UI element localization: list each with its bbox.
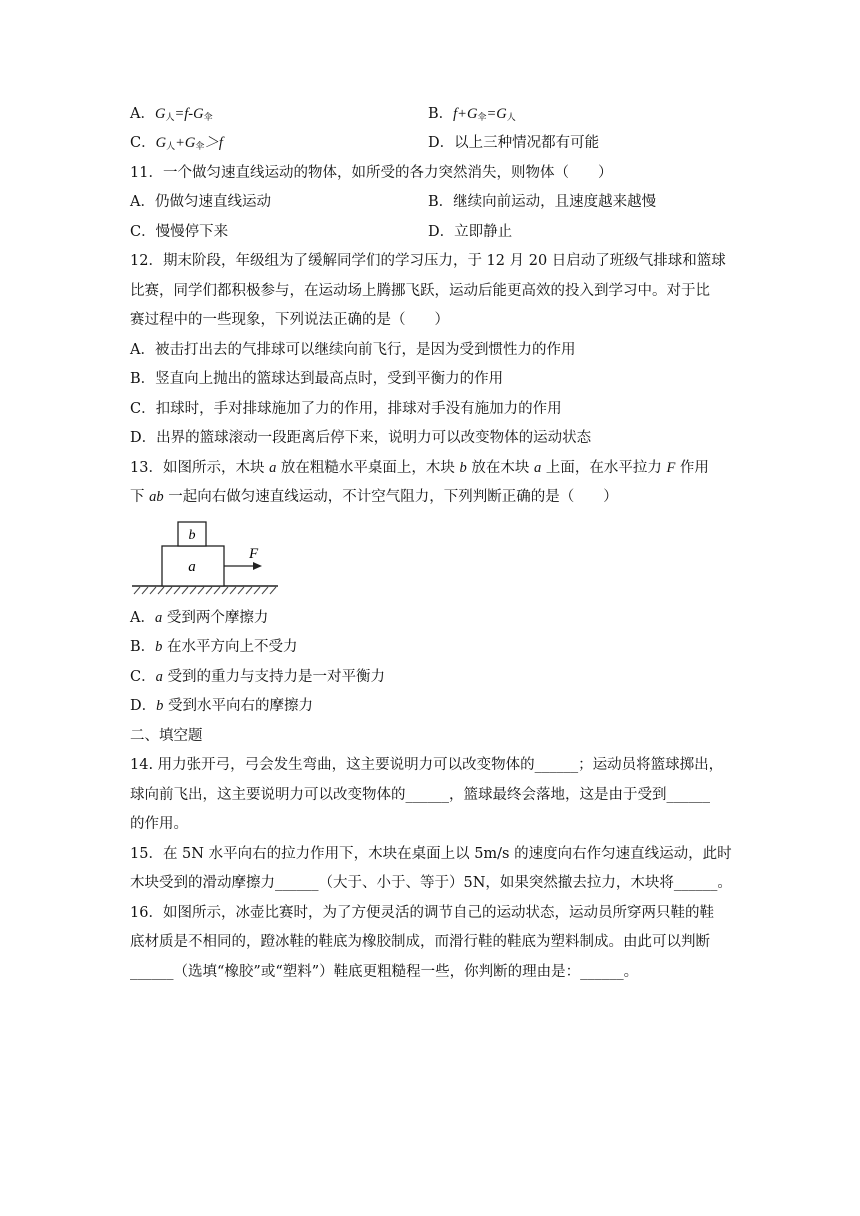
q13-option-a (130, 608, 268, 628)
option-var: a (155, 669, 163, 685)
option-var: b (156, 698, 164, 714)
option-text: 受到两个摩擦力 (162, 610, 269, 626)
q10-option-b (428, 104, 516, 128)
q11-option-a: A．仍做匀速直线运动 (130, 194, 271, 210)
var-a: a (534, 460, 542, 476)
q14-line3: 的作用。 (130, 816, 188, 832)
q12-option-c: C．扣球时，手对排球施加了力的作用，排球对手没有施加力的作用 (130, 401, 562, 417)
stem-text: 作用 (675, 460, 709, 476)
option-label: D． (130, 698, 157, 714)
stem-text: 放在木块 (466, 460, 534, 476)
option-text: 受到水平向右的摩擦力 (163, 698, 313, 714)
var-ab: ab (149, 489, 164, 505)
formula-sub: 伞 (477, 113, 487, 123)
block-a-label: a (188, 559, 196, 575)
formula-part: =f-G (174, 106, 204, 122)
q15-line1: 15．在 5N 水平向右的拉力作用下，木块在桌面上以 5m/s 的速度向右作匀速直线运动，此时 (130, 846, 732, 862)
formula-sub: 伞 (195, 142, 205, 152)
option-label: D． (428, 135, 455, 151)
formula-sub: 人 (506, 113, 516, 123)
q14-line1: 14. 用力张开弓，弓会发生弯曲，这主要说明力可以改变物体的______；运动员将篮球掷出， (130, 757, 724, 773)
q16-line3: ______（选填“橡胶”或“塑料”）鞋底更粗糙程一些，你判断的理由是：______。 (130, 964, 639, 980)
formula-part: G (154, 106, 166, 122)
var-a: a (269, 460, 277, 476)
force-arrow (224, 562, 262, 570)
q15-line2: 木块受到的滑动摩擦力______（大于、小于、等于）5N，如果突然撤去拉力，木块将______。 (130, 875, 732, 891)
q11-option-b: B．继续向前运动，且速度越来越慢 (428, 194, 657, 210)
option-label: A． (130, 106, 155, 122)
q11-option-d: D．立即静止 (428, 224, 513, 240)
option-label: A． (130, 610, 155, 626)
q12-stem-line1: 12．期末阶段，年级组为了缓解同学们的学习压力，于 12 月 20 日启动了班级气排球和篮球 (130, 253, 726, 269)
formula-part: f+G (453, 106, 478, 122)
formula-sub: 人 (165, 113, 175, 123)
q10-option-a (130, 104, 213, 128)
stem-text: 放在粗糙水平桌面上，木块 (276, 460, 460, 476)
option-label: C． (130, 669, 156, 685)
option-var: b (155, 639, 163, 655)
table-surface (132, 586, 278, 594)
option-text: 以上三种情况都有可能 (454, 135, 600, 151)
q10-option-c (130, 133, 223, 157)
q12-stem-line3: 赛过程中的一些现象，下列说法正确的是（ ） (130, 312, 449, 328)
force-label: F (249, 546, 259, 562)
formula-sub: 伞 (203, 113, 213, 123)
option-label: B． (428, 106, 454, 122)
stem-text: 上面，在水平拉力 (541, 460, 667, 476)
stem-text: 下 (130, 489, 150, 505)
q13-option-b (130, 637, 298, 657)
q13-stem-line2 (130, 487, 618, 507)
formula-sub: 人 (166, 142, 176, 152)
section-heading: 二、填空题 (130, 728, 203, 744)
q13-stem-line1 (130, 458, 709, 478)
var-F: F (666, 460, 676, 476)
option-label: C． (130, 135, 156, 151)
q13-option-d (130, 696, 313, 716)
var-b: b (459, 460, 467, 476)
formula-part: +G (175, 135, 196, 151)
option-text: 在水平方向上不受力 (162, 639, 298, 655)
q16-line1: 16．如图所示，冰壶比赛时，为了方便灵活的调节自己的运动状态，运动员所穿两只鞋的鞋 (130, 905, 714, 921)
q14-line2: 球向前飞出，这主要说明力可以改变物体的______，篮球最终会落地，这是由于受到______ (130, 787, 710, 803)
stem-text: 13．如图所示，木块 (130, 460, 270, 476)
option-var: a (154, 610, 163, 626)
formula-part: ＞f (204, 135, 223, 151)
block-force-diagram (130, 516, 280, 596)
option-label: B． (130, 639, 156, 655)
q12-option-b: B．竖直向上抛出的篮球达到最高点时，受到平衡力的作用 (130, 371, 504, 387)
q10-option-d (428, 133, 599, 153)
formula-part: G (155, 135, 167, 151)
q11-stem: 11．一个做匀速直线运动的物体，如所受的各力突然消失，则物体（ ） (130, 165, 613, 181)
stem-text: 一起向右做匀速直线运动，不计空气阻力，下列判断正确的是（ ） (163, 489, 618, 505)
q12-option-a: A．被击打出去的气排球可以继续向前飞行，是因为受到惯性力的作用 (130, 342, 576, 358)
block-b-label: b (188, 528, 196, 543)
q12-option-d: D．出界的篮球滚动一段距离后停下来，说明力可以改变物体的运动状态 (130, 430, 592, 446)
formula-part: =G (486, 106, 507, 122)
q12-stem-line2: 比赛，同学们都积极参与，在运动场上腾挪飞跃，运动后能更高效的投入到学习中。对于比 (130, 283, 710, 299)
option-text: 受到的重力与支持力是一对平衡力 (162, 669, 385, 685)
q16-line2: 底材质是不相同的，蹬冰鞋的鞋底为橡胶制成，而滑行鞋的鞋底为塑料制成。由此可以判断 (130, 934, 710, 950)
q11-option-c: C．慢慢停下来 (130, 224, 229, 240)
q13-option-c (130, 667, 385, 687)
